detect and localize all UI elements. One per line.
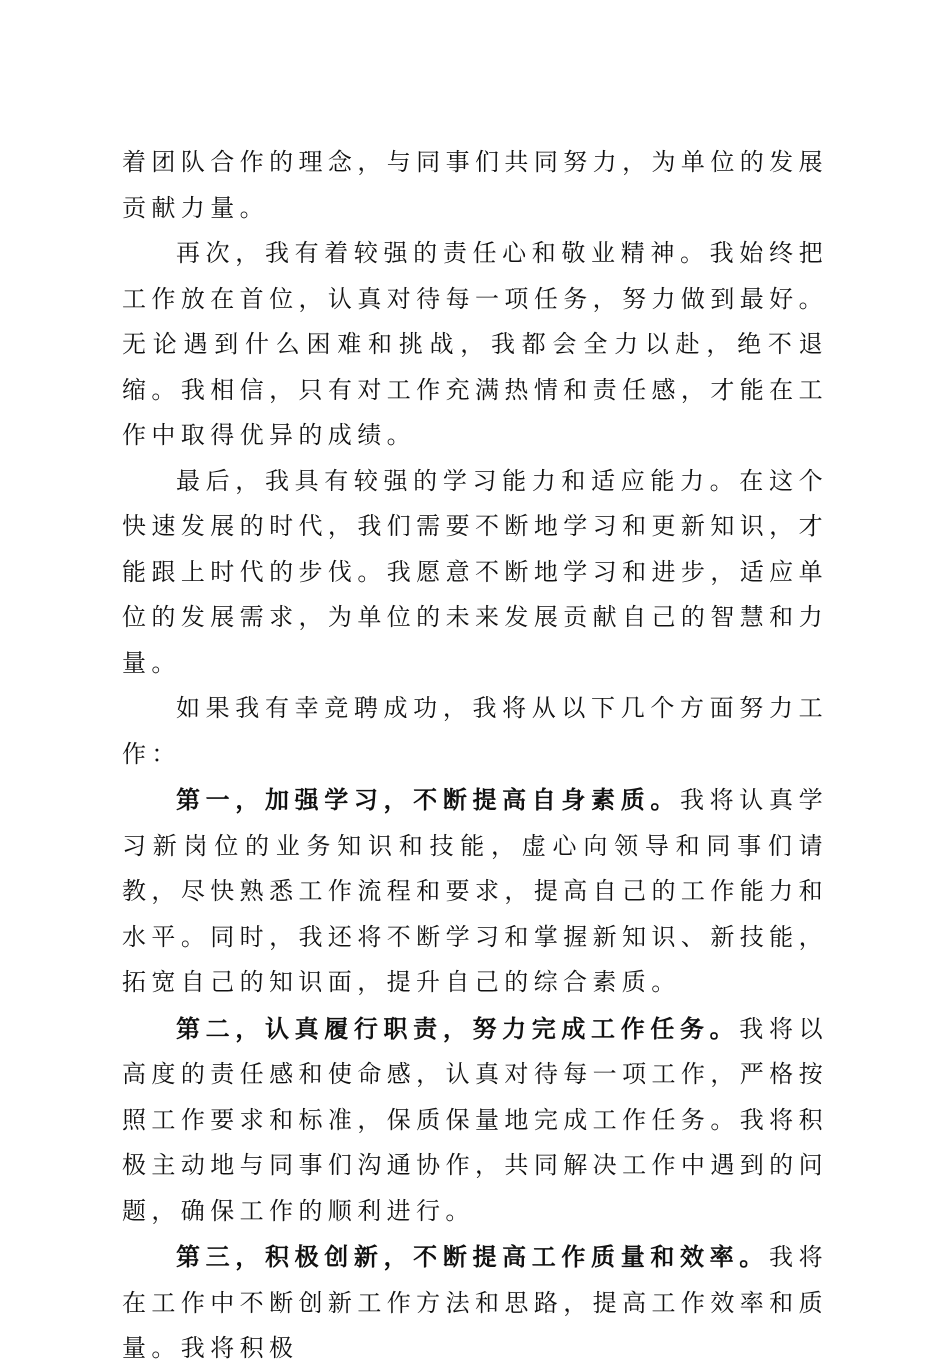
document-page [122, 140, 828, 1372]
paragraph-plan-intro [122, 686, 828, 777]
paragraph-learning-ability [122, 459, 828, 687]
paragraph-teamwork-continuation [122, 140, 828, 231]
paragraph-text: 着团队合作的理念，与同事们共同努力，为单位的发展贡献力量。 [122, 148, 828, 222]
paragraph-third-point [122, 1234, 828, 1372]
paragraph-first-point [122, 777, 828, 1006]
paragraph-heading: 第三，积极创新，不断提高工作质量和效率。 [176, 1242, 769, 1271]
paragraph-text: 我将认真学习新岗位的业务知识和技能，虚心向领导和同事们请教，尽快熟悉工作流程和要求，提高自己的工作能力和水平。同时，我还将不断学习和掌握新知识、新技能，拓宽自己的知识面，提升自己的综合素质。 [122, 786, 828, 996]
paragraph-text: 最后，我具有较强的学习能力和适应能力。在这个快速发展的时代，我们需要不断地学习和更新知识，才能跟上时代的步伐。我愿意不断地学习和进步，适应单位的发展需求，为单位的未来发展贡献自己的智慧和力量。 [122, 466, 828, 677]
paragraph-text: 再次，我有着较强的责任心和敬业精神。我始终把工作放在首位，认真对待每一项任务，努力做到最好。无论遇到什么困难和挑战，我都会全力以赴，绝不退缩。我相信，只有对工作充满热情和责任感，才能在工作中取得优异的成绩。 [122, 239, 828, 449]
paragraph-text: 如果我有幸竞聘成功，我将从以下几个方面努力工作： [122, 694, 828, 768]
paragraph-text: 我将在工作中不断创新工作方法和思路，提高工作效率和质量。我将积极 [122, 1243, 829, 1362]
paragraph-heading: 第二，认真履行职责，努力完成工作任务。 [176, 1013, 740, 1043]
paragraph-text: 我将以高度的责任感和使命感，认真对待每一项工作，严格按照工作要求和标准，保质保量地完成工作任务。我将积极主动地与同事们沟通协作，共同解决工作中遇到的问题，确保工作的顺利进行。 [122, 1014, 828, 1225]
paragraph-heading: 第一，加强学习，不断提高自身素质。 [176, 785, 680, 814]
paragraph-responsibility [122, 231, 828, 459]
paragraph-second-point [122, 1006, 828, 1235]
